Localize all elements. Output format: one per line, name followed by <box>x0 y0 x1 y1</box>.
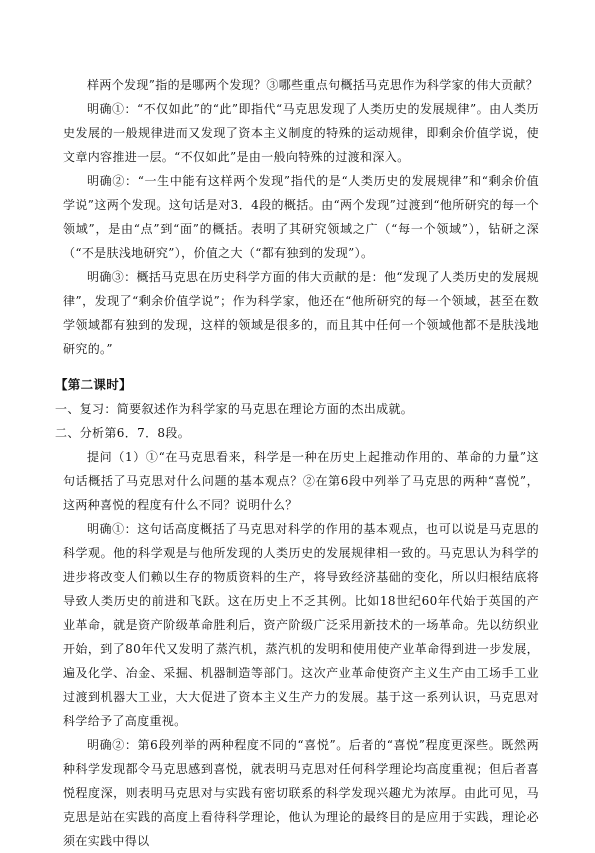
paragraph-analysis: 二、分析第6．7．8段。 <box>55 426 191 440</box>
section-title: 【第二课时】 <box>55 377 132 392</box>
paragraph-answer-1: 明确①：“不仅如此”的“此”即指代“马克思发现了人类历史的发展规律”。由人类历史发展的一般规律进而又发现了资本主义制度的特殊的运动规律，即剩余价值学说，使文章内容推进一层。“不仅如此”是由一般向特殊的过渡和深入。 <box>63 102 539 164</box>
paragraph-answer-3: 明确③：概括马克思在历史科学方面的伟大贡献的是：他“发现了人类历史的发展规律”，发现了“剩余价值学说”；作为科学家，他还在“他所研究的每一个领域，甚至在数学领域都有独到的发现，这样的领域是很多的，而且其中任何一个领域他都不是肤浅地研究的。” <box>63 270 539 356</box>
paragraph-answer-5: 明确②：第6段列举的两种程度不同的“喜悦”。后者的“喜悦”程度更深些。既然两种科学发现都令马克思感到喜悦，就表明马克思对任何科学理论均高度重视；但后者喜悦程度深，则表明马克思对与实践有密切联系的科学发现兴趣尤为浓厚。由此可见，马克思是站在实践的高度上看待科学理论，他认为理论的最终目的是应用于实践，理论必须在实践中得以 <box>63 738 539 848</box>
paragraph-answer-2: 明确②：“一生中能有这样两个发现”指代的是“人类历史的发展规律”和“剩余价值学说”这两个发现。这句话是对3．4段的概括。由“两个发现”过渡到“他所研究的每一个领域”，是由“点”到“面”的概括。表明了其研究领域之广（“每一个领域”），钻研之深（“不是肤浅地研究”），价值之大（“都有独到的发现”）。 <box>63 174 539 260</box>
paragraph-question: 提问（1）①“在马克思看来，科学是一种在历史上起推动作用的、革命的力量”这句话概括了马克思对什么问题的基本观点？②在第6段中列举了马克思的两种“喜悦”，这两种喜悦的程度有什么不同？说明什么？ <box>63 450 539 512</box>
paragraph-question-continuation: 样两个发现”指的是哪两个发现？③哪些重点句概括马克思作为科学家的伟大贡献？ <box>87 78 539 92</box>
paragraph-answer-4: 明确①：这句话高度概括了马克思对科学的作用的基本观点，也可以说是马克思的科学观。他的科学观是与他所发现的人类历史的发展规律相一致的。马克思认为科学的进步将改变人们赖以生存的物质资料的生产，将导致经济基础的变化，所以归根结底将导致人类历史的前进和飞跃。这在历史上不乏其例。比如18世纪60年代始于英国的产业革命，就是资产阶级革命胜利后，资产阶级广泛采用新技术的一场革命。先以纺织业开始，到了80年代又发明了蒸汽机，蒸汽机的发明和使用使产业革命得到进一步发展，遍及化学、冶金、采掘、机器制造等部门。这次产业革命使资产主义生产由工场手工业过渡到机器大工业，大大促进了资本主义生产力的发展。基于这一系列认识，马克思对科学给予了高度重视。 <box>63 522 539 728</box>
paragraph-review: 一、复习：简要叙述作为科学家的马克思在理论方面的杰出成就。 <box>55 402 414 416</box>
